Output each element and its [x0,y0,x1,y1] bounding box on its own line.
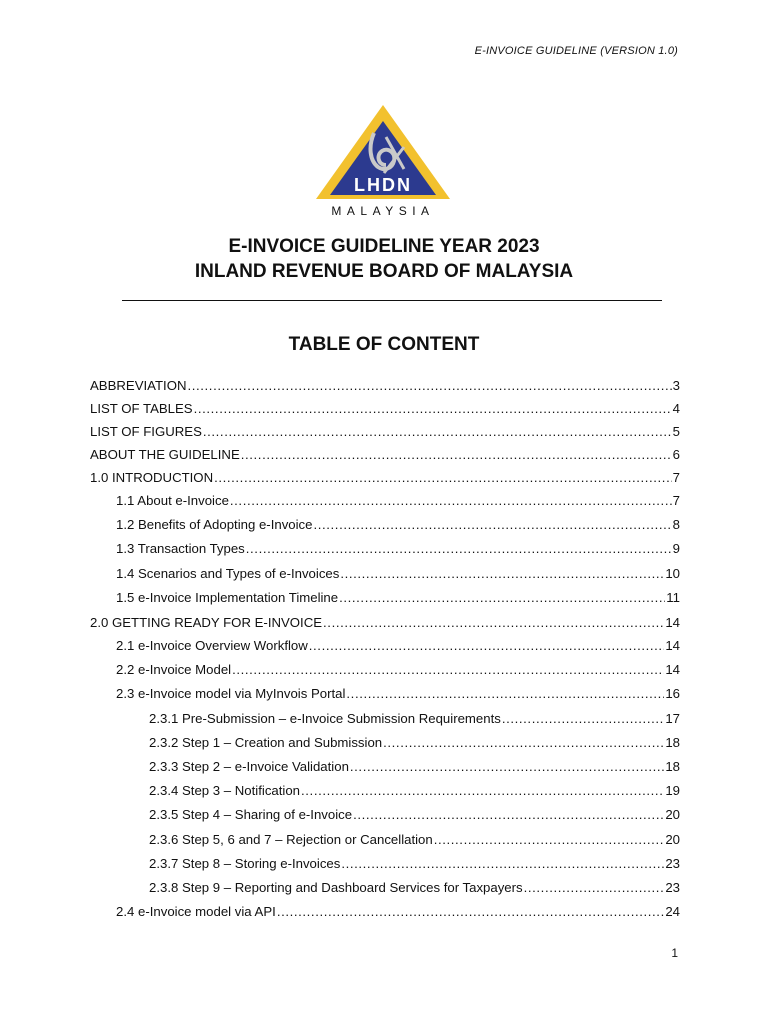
toc-entry[interactable] [90,832,680,850]
toc-entry[interactable] [90,735,680,753]
toc-entry-page: 8 [672,517,680,533]
toc-entry-page: 14 [665,615,680,630]
toc-entry-label: 1.2 Benefits of Adopting e-Invoice [116,517,313,533]
toc-entry[interactable] [90,517,680,535]
document-title [0,234,768,284]
toc-entry-label: 1.4 Scenarios and Types of e-Invoices [116,565,340,581]
toc-entry[interactable] [90,615,680,633]
toc-entry-page: 5 [672,424,680,439]
toc-dot-leader [323,615,664,630]
toc-entry[interactable] [90,662,680,680]
toc-dot-leader [241,447,672,462]
toc-entry-label: 1.0 INTRODUCTION [90,470,214,485]
toc-entry-label: LIST OF FIGURES [90,424,202,439]
toc-entry-page: 14 [665,662,680,678]
toc-dot-leader [246,541,672,556]
toc-dot-leader [301,783,664,798]
toc-entry-label: 1.1 About e-Invoice [116,493,229,508]
toc-dot-leader [203,424,672,439]
title-divider [122,300,662,301]
toc-dot-leader [194,401,672,416]
toc-dot-leader [313,517,671,532]
toc-dot-leader [277,904,665,919]
toc-entry-page: 23 [665,855,680,871]
toc-entry-label: 2.1 e-Invoice Overview Workflow [116,638,308,653]
toc-dot-leader [214,470,672,485]
toc-dot-leader [524,880,665,895]
toc-entry-page: 3 [672,378,680,393]
toc-entry-page: 11 [666,589,680,605]
toc-entry-label: ABOUT THE GUIDELINE [90,447,240,462]
toc-entry[interactable] [90,566,680,584]
toc-entry-page: 4 [672,401,680,416]
toc-entry-label: 2.2 e-Invoice Model [116,662,232,678]
toc-entry[interactable] [90,401,680,419]
toc-dot-leader [341,856,664,871]
toc-entry-label: ABBREVIATION [90,378,187,393]
toc-entry[interactable] [90,807,680,825]
page-number: 1 [671,946,678,960]
toc-entry-page: 6 [672,447,680,462]
toc-entry-page: 14 [665,638,680,653]
toc-heading: TABLE OF CONTENT [288,334,480,355]
toc-entry-page: 20 [665,807,680,823]
toc-entry[interactable] [90,904,680,922]
title-line-1: E-INVOICE GUIDELINE YEAR 2023 [228,236,540,257]
logo-brand-text: LHDN [354,175,412,195]
toc-entry-page: 20 [665,831,680,847]
toc-dot-leader [383,735,664,750]
toc-entry-page: 16 [665,686,680,702]
toc-entry-label: 2.4 e-Invoice model via API [116,904,276,920]
toc-entry[interactable] [90,856,680,874]
toc-entry-label: 2.0 GETTING READY FOR E-INVOICE [90,615,323,630]
toc-entry-page: 7 [672,493,680,508]
toc-entry-label: 2.3 e-Invoice model via MyInvois Portal [116,686,346,702]
toc-entry-label: 2.3.4 Step 3 – Notification [149,783,301,799]
toc-entry-label: 2.3.1 Pre-Submission – e-Invoice Submission Requirements [149,710,501,726]
toc-entry[interactable] [90,638,680,656]
toc-entry-page: 9 [672,541,680,557]
toc-entry-label: 2.3.3 Step 2 – e-Invoice Validation [149,759,349,774]
toc-entry-page: 23 [665,880,680,895]
toc-entry-label: 1.5 e-Invoice Implementation Timeline [116,589,339,605]
toc-dot-leader [346,686,664,701]
toc-entry[interactable] [90,686,680,704]
logo-country-text: MALAYSIA [331,204,435,218]
toc-dot-leader [232,662,664,677]
running-header: E-INVOICE GUIDELINE (VERSION 1.0) [474,45,678,57]
toc-dot-leader [502,711,664,726]
toc-entry[interactable] [90,470,680,488]
toc-entry[interactable] [90,783,680,801]
lhdn-triangle-icon [312,103,456,219]
toc-entry-label: 2.3.7 Step 8 – Storing e-Invoices [149,855,341,871]
toc-entry[interactable] [90,590,680,608]
toc-entry-page: 10 [665,565,680,581]
toc-entry-page: 18 [665,759,680,774]
toc-dot-leader [340,566,664,581]
toc-entry[interactable] [90,493,680,511]
toc-entry-page: 19 [665,783,680,799]
toc-dot-leader [434,832,665,847]
lhdn-logo [312,103,456,219]
toc-entry[interactable] [90,541,680,559]
toc-entry-label: 2.3.2 Step 1 – Creation and Submission [149,734,383,750]
toc-dot-leader [230,493,672,508]
toc-entry[interactable] [90,424,680,442]
toc-dot-leader [309,638,665,653]
toc-entry-label: 1.3 Transaction Types [116,541,245,557]
toc-entry[interactable] [90,711,680,729]
toc-entry[interactable] [90,880,680,898]
toc-dot-leader [353,807,664,822]
toc-entry-page: 24 [665,904,680,920]
toc-entry-page: 7 [672,470,680,485]
title-line-2: INLAND REVENUE BOARD OF MALAYSIA [194,261,574,282]
toc-entry-label: 2.3.8 Step 9 – Reporting and Dashboard Services for Taxpayers [149,880,523,895]
toc-entry[interactable] [90,759,680,777]
toc-entry[interactable] [90,447,680,465]
toc-entry-page: 17 [665,710,680,726]
toc-dot-leader [187,378,671,393]
toc-entry[interactable] [90,378,680,396]
toc-entry-label: 2.3.6 Step 5, 6 and 7 – Rejection or Cancellation [149,831,433,847]
toc-dot-leader [350,759,664,774]
toc-entry-page: 18 [665,734,680,750]
toc-entry-label: LIST OF TABLES [90,401,193,416]
toc-dot-leader [339,590,665,605]
toc-entry-label: 2.3.5 Step 4 – Sharing of e-Invoice [149,807,353,823]
